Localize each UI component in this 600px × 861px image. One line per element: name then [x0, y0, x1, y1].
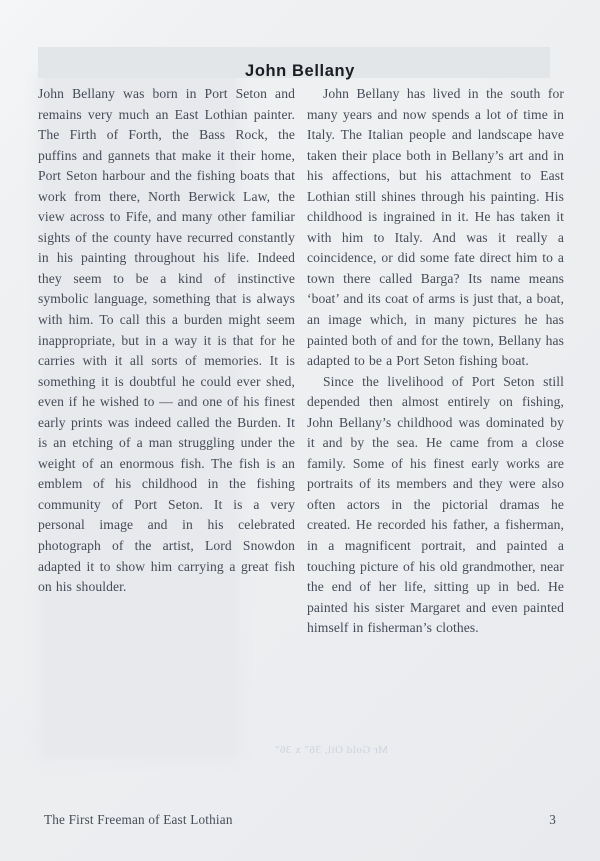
footer-book-title: The First Freeman of East Lothian [44, 812, 233, 827]
page-footer [44, 812, 556, 828]
right-column [307, 84, 564, 639]
body-columns [38, 84, 564, 639]
paragraph: John Bellany was born in Port Seton and remains very much an East Lothian painter. The Firth of Forth, the Bass Rock, the puffins and gannets that make it their home, Port Seton harbour and the fishing boats that work from there, North Berwick Law, the view across to Fife, and many other familiar sights of the county have recurred constantly in his painting throughout his life. Indeed they seem to be a kind of instinctive symbolic language, something that is always with him. To call this a burden might seem inappropriate, but in a way it is that for he carries with it all sorts of memories. It is something it is doubtful he could ever shed, even if he wished to — and one of his finest early prints was indeed called the Burden. It is an etching of a man struggling under the weight of an enormous fish. The fish is an emblem of his childhood in the fishing community of Port Seton. It is a very personal image and in his celebrated photograph of the artist, Lord Snowdon adapted it to show him carrying a great fish on his shoulder. [38, 86, 295, 595]
left-column [38, 84, 295, 639]
paragraph: John Bellany has lived in the south for many years and now spends a lot of time in Italy. The Italian people and landscape have taken their place both in Bellany’s art and in his affections, but his attachment to East Lothian still shines through his painting. His childhood is ingrained in it. He has taken it with him to Italy. And was it really a coincidence, or did some fate direct him to a town there called Barga? Its name means ‘boat’ and its coat of arms is just that, a boat, an image which, in many pictures he has painted both of and for the town, Bellany has adapted to be a Port Seton fishing boat. [307, 86, 564, 369]
paragraph: Since the livelihood of Port Seton still depended then almost entirely on fishing, John Bellany’s childhood was dominated by it and by the sea. He came from a close family. Some of his finest early works are portraits of its members and they were also often actors in the pictorial dramas he created. He recorded his father, a fisherman, in a magnificent portrait, and painted a touching picture of his old grandmother, near the end of her life, sitting up in bed. He painted his sister Margaret and even painted himself in fisherman’s clothes. [307, 373, 564, 636]
footer-page-number: 3 [549, 812, 556, 827]
page-title: John Bellany [245, 62, 355, 81]
reverse-side-caption-bleed: Mr Gold Oil, 36" x 36" [274, 744, 388, 756]
